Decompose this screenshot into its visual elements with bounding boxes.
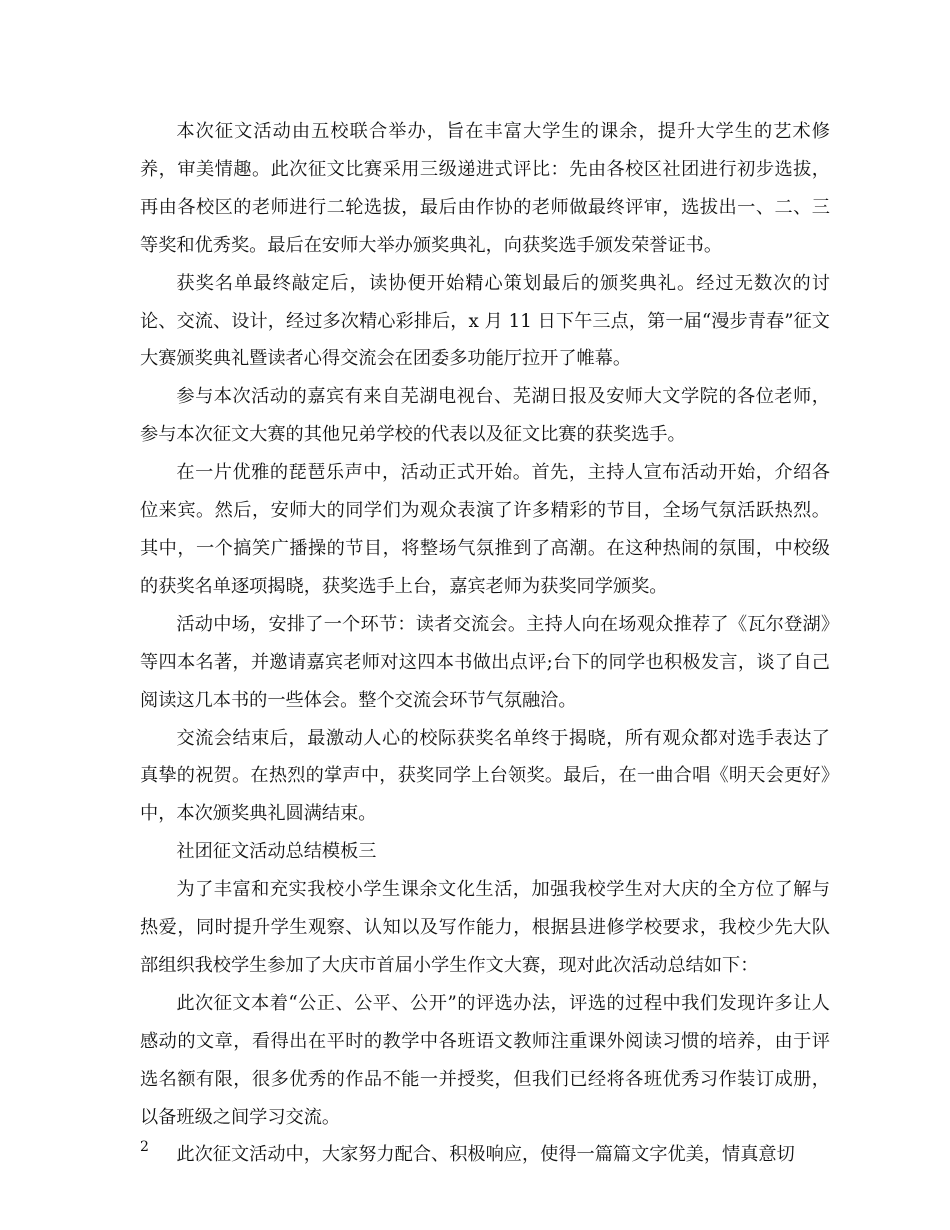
- paragraph-4: 在一片优雅的琵琶乐声中，活动正式开始。首先，主持人宣布活动开始，介绍各位来宾。然后，安师大的同学们为观众表演了许多精彩的节目，全场气氛活跃热烈。其中，一个搞笑广播操的节目，将整场气氛推到了高潮。在这种热闹的氛围，中校级的获奖名单逐项揭晓，获奖选手上台，嘉宾老师为获奖同学颁奖。: [140, 462, 830, 597]
- paragraph-6: 交流会结束后，最激动人心的校际获奖名单终于揭晓，所有观众都对选手表达了真挚的祝贺。在热烈的掌声中，获奖同学上台领奖。最后，在一曲合唱《明天会更好》中，本次颁奖典礼圆满结束。: [140, 727, 830, 825]
- page-number: 2: [140, 1139, 149, 1155]
- paragraph-9: 此次征文活动中，大家努力配合、积极响应，使得一篇篇文字优美，情真意切: [176, 1144, 795, 1166]
- paragraph-1: 本次征文活动由五校联合举办，旨在丰富大学生的课余，提升大学生的艺术修养，审美情趣。此次征文比赛采用三级递进式评比：先由各校区社团进行初步选拔，再由各校区的老师进行二轮选拔，最后由作协的老师做最终评审，选拔出一、二、三等奖和优秀奖。最后在安师大举办颁奖典礼，向获奖选手颁发荣誉证书。: [140, 121, 830, 256]
- paragraph-7: 为了丰富和充实我校小学生课余文化生活，加强我校学生对大庆的全方位了解与热爱，同时提升学生观察、认知以及写作能力，根据县进修学校要求，我校少先大队部组织我校学生参加了大庆市首届小学生作文大赛，现对此次活动总结如下：: [140, 879, 830, 976]
- paragraph-3: 参与本次活动的嘉宾有来自芜湖电视台、芜湖日报及安师大文学院的各位老师，参与本次征文大赛的其他兄弟学校的代表以及征文比赛的获奖选手。: [140, 386, 830, 446]
- paragraph-5: 活动中场，安排了一个环节：读者交流会。主持人向在场观众推荐了《瓦尔登湖》等四本名著，并邀请嘉宾老师对这四本书做出点评;台下的同学也积极发言，谈了自己阅读这几本书的一些体会。整个交流会环节气氛融洽。: [140, 613, 830, 711]
- paragraph-2: 获奖名单最终敲定后，读协便开始精心策划最后的颁奖典礼。经过无数次的讨论、交流、设计，经过多次精心彩排后，x 月 11 日下午三点，第一届“漫步青春”征文大赛颁奖典礼暨读者心得交流会在团委多功能厅拉开了帷幕。: [140, 272, 830, 370]
- document-body: [140, 113, 830, 1174]
- paragraph-8: 此次征文本着“公正、公平、公开”的评选办法，评选的过程中我们发现许多让人感动的文章，看得出在平时的教学中各班语文教师注重课外阅读习惯的培养，由于评选名额有限，很多优秀的作品不能一并授奖，但我们已经将各班优秀习作装订成册，以备班级之间学习交流。: [140, 992, 830, 1128]
- section-heading: 社团征文活动总结模板三: [176, 841, 377, 863]
